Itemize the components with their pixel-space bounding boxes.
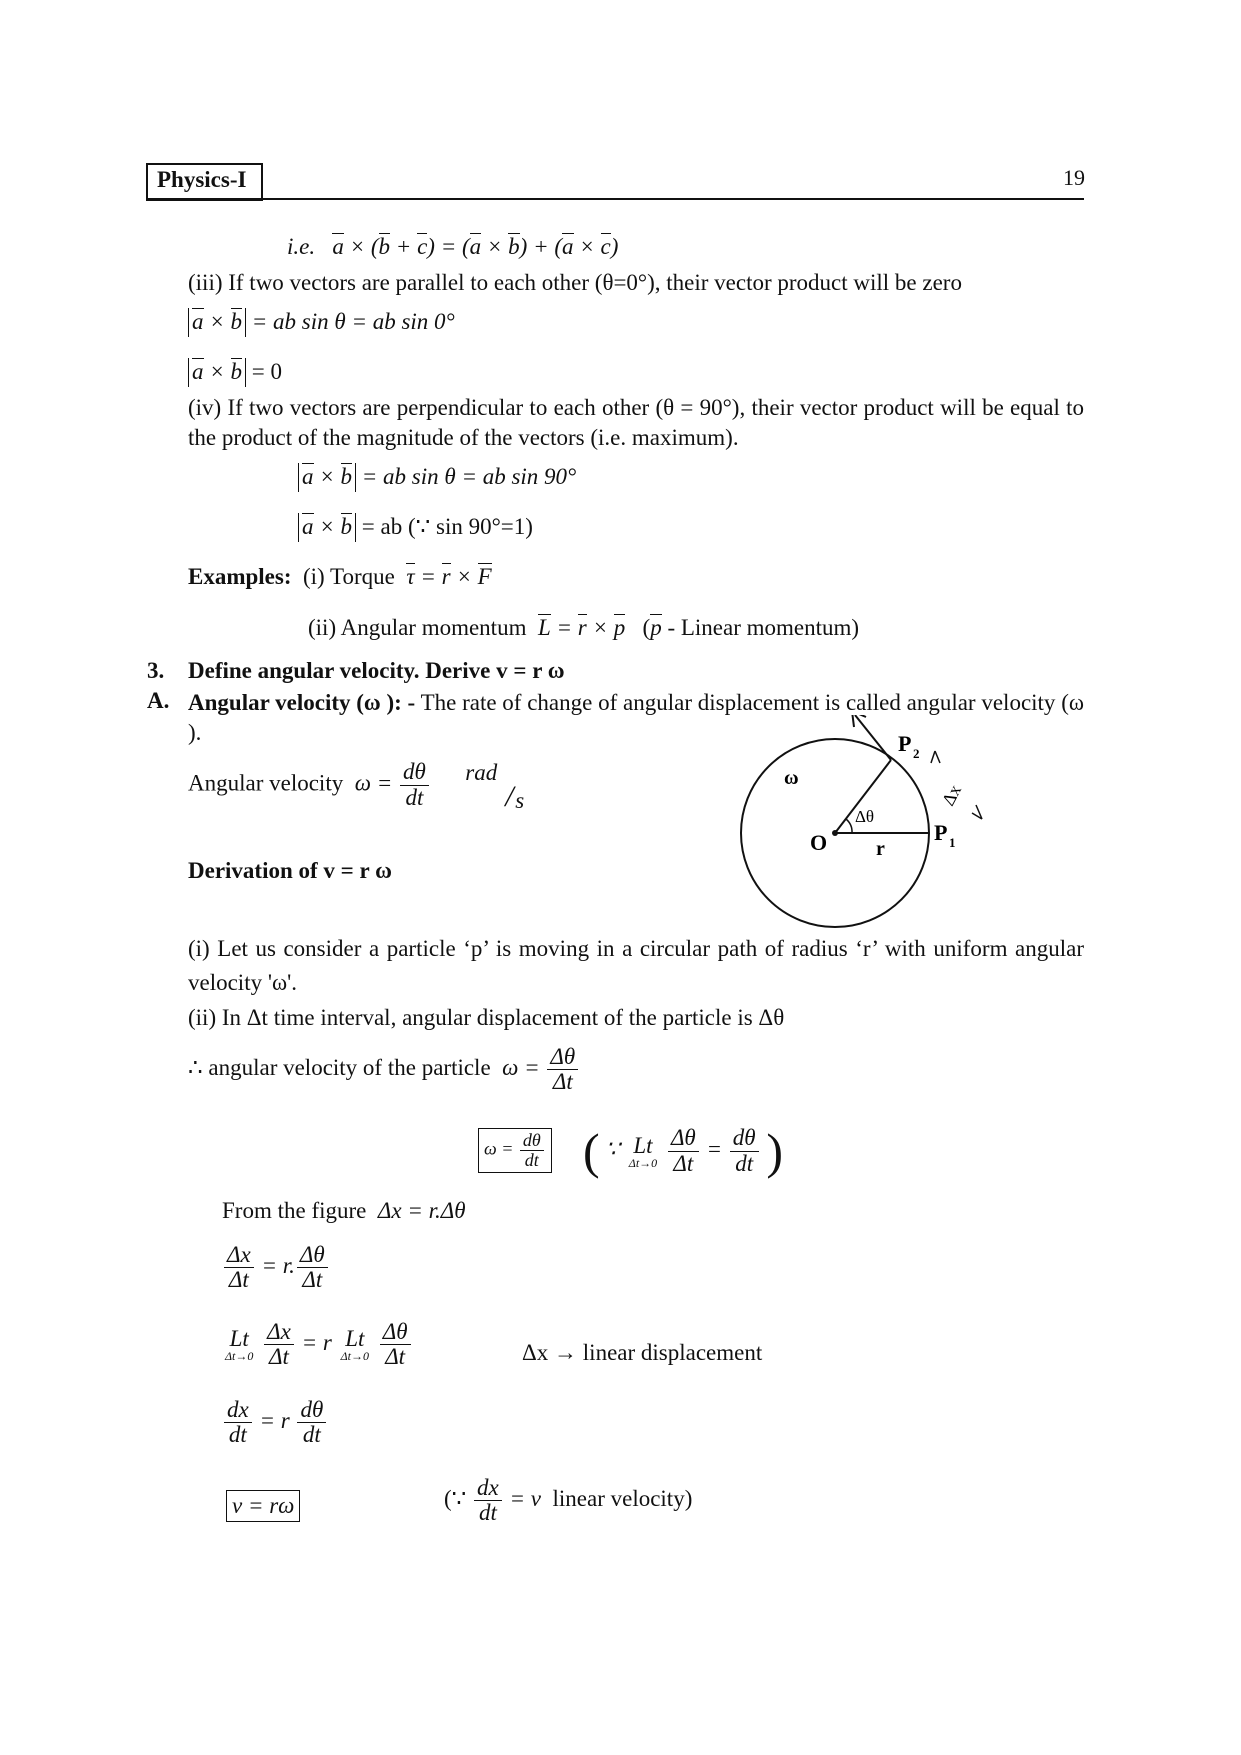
result-note: (∵ $\frac{dx}{dt}$ = v linear velocity) bbox=[444, 1475, 693, 1526]
derivation-step1: (i) Let us consider a particle ‘p’ is moving in a circular path of radius ‘r’ with uniform angular velocity 'ω'. bbox=[188, 936, 1084, 995]
result-boxed: v = rω bbox=[226, 1490, 300, 1522]
answer-label: A. bbox=[147, 688, 170, 713]
question-text: Define angular velocity. Derive v = r ω bbox=[188, 658, 565, 683]
center-point bbox=[832, 830, 838, 836]
figure-dtheta: Δθ bbox=[855, 807, 875, 826]
examples-torque: Examples: (i) Torque τ = r × F bbox=[188, 564, 492, 589]
item-iii-text: (iii) If two vectors are parallel to each other (θ=0°), their vector product will be zero bbox=[188, 270, 962, 295]
derivation-step2: (ii) In Δt time interval, angular displacement of the particle is Δθ bbox=[188, 1005, 785, 1030]
header-rule bbox=[146, 198, 1084, 200]
eq-derivative: $\frac{dx}{dt}$ = r $\frac{d\theta}{dt}$ bbox=[222, 1398, 328, 1447]
question-number: 3. bbox=[147, 658, 165, 683]
figure-p2-sub: 2 bbox=[913, 746, 920, 761]
figure-omega: ω bbox=[784, 767, 799, 789]
unit-rad-per-s: rad / s bbox=[465, 760, 525, 813]
derivation-step3: ∴ angular velocity of the particle ω = $\frac{\Delta\theta}{\Delta t}$ bbox=[188, 1045, 580, 1094]
figure-dx: Δx bbox=[937, 781, 966, 809]
limit-identity: ( ∵ Lt Δt→0 $\frac{\Delta\theta}{\Delta t}$ = $\frac{d\theta}{dt}$ ) bbox=[583, 1123, 783, 1179]
examples-angular-momentum: (ii) Angular momentum L = r × p (p - Linear momentum) bbox=[308, 615, 860, 640]
dx-arrow-up bbox=[931, 751, 940, 763]
dx-arrow-down bbox=[972, 805, 982, 819]
item-iv-eq1: a × b = ab sin θ = ab sin 90° bbox=[298, 463, 576, 492]
eq-ratio: $\frac{\Delta x}{\Delta t}$ = r. $\frac{\Delta\theta}{\Delta t}$ bbox=[222, 1243, 330, 1292]
header-title: Physics-I bbox=[157, 167, 247, 192]
tangent-velocity-line bbox=[855, 715, 891, 760]
item-iv-text: (iv) If two vectors are perpendicular to each other (θ = 90°), their vector product will be equal to the product of the magnitude of the vectors (i.e. maximum). bbox=[188, 395, 1084, 450]
figure-radius: r bbox=[876, 838, 885, 860]
linear-displacement-note: Δx → linear displacement bbox=[522, 1340, 763, 1365]
angle-arc bbox=[846, 819, 852, 833]
angular-velocity-formula: Angular velocity ω = $\frac{d\theta}{dt}$ rad / s bbox=[188, 759, 525, 813]
from-figure: From the figure Δx = r.Δθ bbox=[222, 1198, 466, 1223]
item-iii-eq1: a × b = ab sin θ = ab sin 0° bbox=[188, 308, 455, 337]
distributive-equation: i.e. a × (b + c) = (a × b) + (a × c) bbox=[287, 234, 619, 259]
figure-p1: P bbox=[934, 820, 948, 845]
figure-p2: P bbox=[898, 731, 912, 756]
derivation-heading: Derivation of v = r ω bbox=[188, 858, 392, 883]
item-iv-eq2: a × b = ab (∵ sin 90°=1) bbox=[298, 513, 533, 542]
eq-limit: Lt Δt→0 $\frac{\Delta x}{\Delta t}$ = r Lt Δt→0 $\frac{\Delta\theta}{\Delta t}$ bbox=[222, 1320, 413, 1369]
item-iii-eq2: a × b = 0 bbox=[188, 358, 282, 387]
omega-derivative-boxed: ω = $\frac{d\theta}{dt}$ bbox=[478, 1128, 552, 1173]
figure-center: O bbox=[810, 830, 828, 855]
answer-definition: Angular velocity (ω ): - The rate of change of angular displacement is called angular velocity (ω ). bbox=[188, 690, 1084, 745]
figure-p1-sub: 1 bbox=[949, 835, 956, 850]
page-number: 19 bbox=[1063, 165, 1085, 190]
